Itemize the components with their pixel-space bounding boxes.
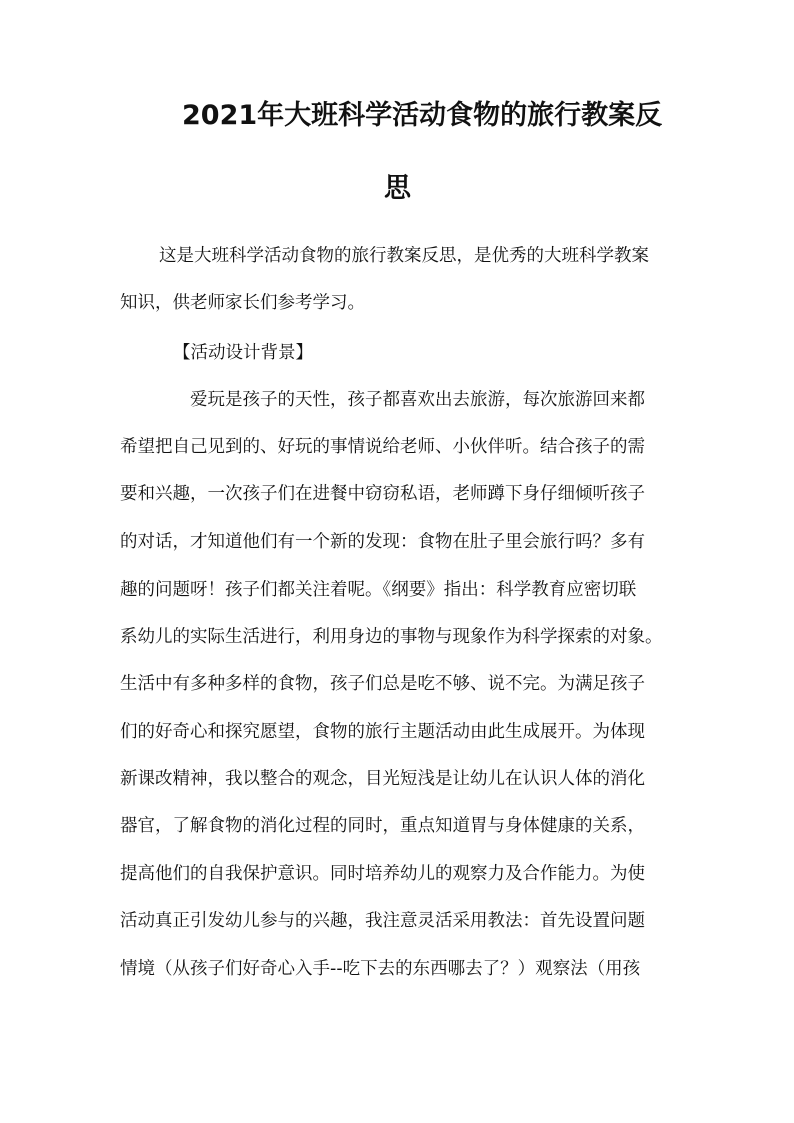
body-line: 情境（从孩子们好奇心入手--吃下去的东西哪去了？）观察法（用孩: [120, 959, 641, 979]
body-line: 生活中有多种多样的食物，孩子们总是吃不够、说不完。为满足孩子: [120, 674, 645, 694]
body-line: 活动真正引发幼儿参与的兴趣，我注意灵活采用教法：首先设置问题: [120, 911, 645, 931]
body-line: 新课改精神，我以整合的观念，目光短浅是让幼儿在认识人体的消化: [120, 769, 645, 789]
body-line: 知识，供老师家长们参考学习。: [120, 293, 365, 313]
body-line: 器官，了解食物的消化过程的同时，重点知道胃与身体健康的关系，: [120, 816, 645, 836]
body-line: 提高他们的自我保护意识。同时培养幼儿的观察力及合作能力。为使: [120, 864, 645, 884]
document-title-continuation: 思: [384, 173, 411, 204]
document-title: 2021年大班科学活动食物的旅行教案反: [182, 100, 663, 131]
body-line: 趣的问题呀！孩子们都关注着呢。《纲要》指出：科学教育应密切联: [120, 580, 637, 600]
body-line: 的对话，才知道他们有一个新的发现：食物在肚子里会旅行吗？多有: [120, 532, 645, 552]
body-line: 要和兴趣，一次孩子们在进餐中窃窃私语，老师蹲下身仔细倾听孩子: [120, 484, 645, 504]
body-line: 们的好奇心和探究愿望，食物的旅行主题活动由此生成展开。为体现: [120, 722, 645, 742]
section-heading: 【活动设计背景】: [173, 343, 313, 363]
body-line: 爱玩是孩子的天性，孩子都喜欢出去旅游，每次旅游回来都: [190, 390, 645, 410]
body-line: 希望把自己见到的、好玩的事情说给老师、小伙伴听。结合孩子的需: [120, 437, 645, 457]
body-line: 这是大班科学活动食物的旅行教案反思，是优秀的大班科学教案: [159, 246, 649, 266]
body-line: 系幼儿的实际生活进行，利用身边的事物与现象作为科学探索的对象。: [120, 627, 663, 647]
